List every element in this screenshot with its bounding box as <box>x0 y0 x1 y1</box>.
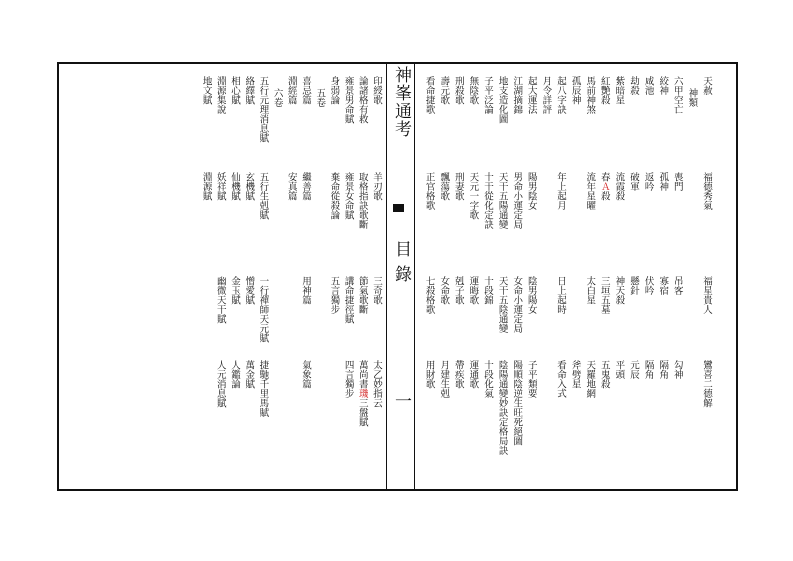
toc-entry-text: 四言獨步 <box>342 360 354 398</box>
toc-entry-text: 剋子歌 <box>452 276 464 305</box>
toc-entry-text: 紫暗星 <box>613 76 625 105</box>
toc-entry-text: 天赦 <box>701 76 712 95</box>
toc-entry-text: 身弱論 <box>328 76 340 105</box>
toc-entry-text: 流霞殺 <box>613 172 625 201</box>
toc-entry-text: 斧劈星 <box>569 360 581 389</box>
toc-entry-text: 陰男陽女 <box>525 276 537 314</box>
toc-entry-text: 喪門 <box>671 172 683 191</box>
toc-entry-text: 神類 <box>686 88 698 107</box>
toc-entry-text: 淵源賦 <box>200 172 212 201</box>
toc-entry-text: 月令詳評 <box>540 76 552 114</box>
book-title: 神峯通考 <box>391 66 411 138</box>
toc-entry-text: 五卷 <box>314 88 326 107</box>
toc-entry-text: 子平類要 <box>525 360 537 398</box>
toc-entry-text: 紅艷殺 <box>598 76 610 105</box>
toc-entry-text: 無陰歌 <box>467 76 479 105</box>
toc-entry-text: 飄蕩歌 <box>438 172 450 201</box>
toc-entry-text: 萬金賦 <box>243 360 255 389</box>
toc-entry-text: 雍景女命賦 <box>342 172 354 220</box>
toc-entry-text: 元辰 <box>628 360 639 379</box>
toc-entry-text: 運晦歌 <box>467 276 479 305</box>
toc-entry-text: 地支造化圖 <box>496 76 508 124</box>
toc-entry-text: 女命歌 <box>438 276 450 305</box>
toc-entry-text: 日上起時 <box>555 276 566 314</box>
toc-entry-text: 人鑑論 <box>229 360 240 389</box>
toc-entry-text: 用財歌 <box>423 360 435 389</box>
toc-entry-text: 隔角 <box>642 360 654 379</box>
toc-entry-text: 男命小運定局 <box>511 172 523 229</box>
toc-entry-text: 六卷 <box>271 88 283 107</box>
toc-entry-text: 五行生剋賦 <box>257 172 269 220</box>
toc-entry-text: 棄命從殺論 <box>328 172 340 220</box>
toc-entry-text: 氣象篇 <box>300 360 311 389</box>
toc-entry-text: 壽元歌 <box>438 76 450 105</box>
toc-entry-text: 安真篇 <box>285 172 297 201</box>
toc-entry-text: 地文賦 <box>200 76 212 105</box>
toc-entry-text: 五言獨步 <box>328 276 340 314</box>
toc-entry-text: 天羅地網 <box>584 360 596 398</box>
toc-entry-text: 破軍 <box>628 172 639 191</box>
toc-entry-text: 七殺格歌 <box>423 276 435 314</box>
toc-entry-text: 陽順陰逆生旺死絕圖 <box>511 360 523 446</box>
toc-entry-text: 羊刃歌 <box>371 172 382 201</box>
toc-entry-text: 懸針 <box>628 276 639 295</box>
toc-entry-text: 吊客 <box>671 276 683 295</box>
toc-entry-text: 運通歌 <box>467 360 479 389</box>
toc-entry-text: 劫殺 <box>628 76 639 95</box>
page-number: 一 <box>391 392 411 409</box>
toc-entry-text: 十段錦 <box>482 276 493 305</box>
toc-entry-text: 看命捷歌 <box>423 76 435 114</box>
toc-entry-text: 孤辰神 <box>569 76 581 105</box>
toc-entry-text: 絡繹賦 <box>243 76 255 105</box>
toc-entry-text: 起大運法 <box>525 76 537 114</box>
toc-entry-text: 淵經篇 <box>285 76 297 105</box>
toc-entry-text: 印綬歌 <box>371 76 382 105</box>
toc-entry-text: 起八字訣 <box>555 76 566 114</box>
toc-entry-text: 繼善篇 <box>300 172 311 201</box>
toc-entry-text: 憎愛賦 <box>243 276 255 305</box>
toc-entry-text: 萬尚書璣三盤賦 <box>356 360 368 427</box>
toc-entry-text: 太白星 <box>584 276 596 305</box>
toc-entry-text: 江湖摘錦 <box>511 76 523 114</box>
toc-entry-text: 馬前神煞 <box>584 76 596 114</box>
toc-entry-text: 三垣五墓 <box>598 276 610 314</box>
toc-entry-text: 神天殺 <box>613 276 625 305</box>
toc-entry-text: 六甲空亡 <box>671 76 683 114</box>
toc-entry-text: 論諸格有救 <box>356 76 368 124</box>
toc-entry-text: 五鬼殺 <box>598 360 610 389</box>
toc-entry-text: 福星貴人 <box>701 276 712 314</box>
toc-entry-text: 流年星曜 <box>584 172 596 210</box>
toc-entry-text: 相心賦 <box>229 76 240 105</box>
toc-entry-text: 子平泛論 <box>482 76 493 114</box>
toc-entry-text: 淵源集說 <box>214 76 226 114</box>
toc-entry-text: 勾神 <box>671 360 683 379</box>
toc-entry-text: 平頭 <box>613 360 625 379</box>
toc-entry-text: 十段化氣 <box>482 360 493 398</box>
toc-entry-text: 用神篇 <box>300 276 311 305</box>
toc-entry-text: 看命入式 <box>555 360 566 398</box>
toc-entry-text: 取格指訣歌斷 <box>356 172 368 229</box>
center-gutter <box>387 62 414 491</box>
toc-entry-text: 天元一字歌 <box>467 172 479 220</box>
toc-entry-text: 天干五陽通變 <box>496 172 508 229</box>
toc-entry-text: 伏吟 <box>642 276 654 295</box>
center-divider-right <box>414 62 415 491</box>
toc-entry-text: 妖祥賦 <box>214 172 226 201</box>
toc-entry-text: 年上起月 <box>555 172 566 210</box>
toc-entry-text: 三奇歌 <box>371 276 382 305</box>
toc-entry-text: 一行禪師天元賦 <box>257 276 269 343</box>
toc-entry-text: 雍景男命賦 <box>342 76 354 124</box>
toc-entry-text: 太乙妙指云 <box>371 360 382 408</box>
toc-entry-text: 天干五陰通變 <box>496 276 508 333</box>
toc-entry-text: 咸池 <box>642 76 654 95</box>
toc-entry-text: 春Ａ殺 <box>598 172 610 201</box>
toc-entry-text: 十干從化定訣 <box>482 172 493 229</box>
toc-entry-text: 女命小運定局 <box>511 276 523 333</box>
toc-entry-text: 幽微天干賦 <box>214 276 226 324</box>
toc-entry-text: 刑殺歌 <box>452 76 464 105</box>
toc-entry-text: 捷馳千里馬賦 <box>257 360 269 417</box>
toc-entry-text: 返吟 <box>642 172 654 191</box>
toc-entry-text: 講命捷徑賦 <box>342 276 354 324</box>
toc-entry-text: 帶疾歌 <box>452 360 464 389</box>
toc-entry-text: 陰陽通變妙訣定格局訣 <box>496 360 508 455</box>
toc-entry-text: 孤神 <box>657 172 669 191</box>
toc-entry-text: 玄機賦 <box>243 172 255 201</box>
toc-entry-text: 鸞喜二德解 <box>701 360 712 408</box>
toc-entry-text: 隔角 <box>657 360 669 379</box>
toc-entry-text: 寡宿 <box>657 276 669 295</box>
fishtail-mark <box>393 204 404 212</box>
toc-entry-text: 陽男陰女 <box>525 172 537 210</box>
toc-entry-text: 月建生剋 <box>438 360 450 398</box>
toc-entry-text: 刑妻歌 <box>452 172 464 201</box>
toc-entry-text: 金玉賦 <box>229 276 240 305</box>
toc-entry-text: 喜忌篇 <box>300 76 311 105</box>
toc-entry-text: 絞神 <box>657 76 669 95</box>
toc-entry-text: 仙機賦 <box>229 172 240 201</box>
toc-entry-text: 福德秀氣 <box>701 172 712 210</box>
toc-entry-text: 正官格歌 <box>423 172 435 210</box>
toc-entry-text: 人元消息賦 <box>214 360 226 408</box>
section-title: 目錄 <box>391 240 411 290</box>
toc-entry-text: 節氣歌斷 <box>356 276 368 314</box>
toc-entry-text: 五行元理消息賦 <box>257 76 269 143</box>
